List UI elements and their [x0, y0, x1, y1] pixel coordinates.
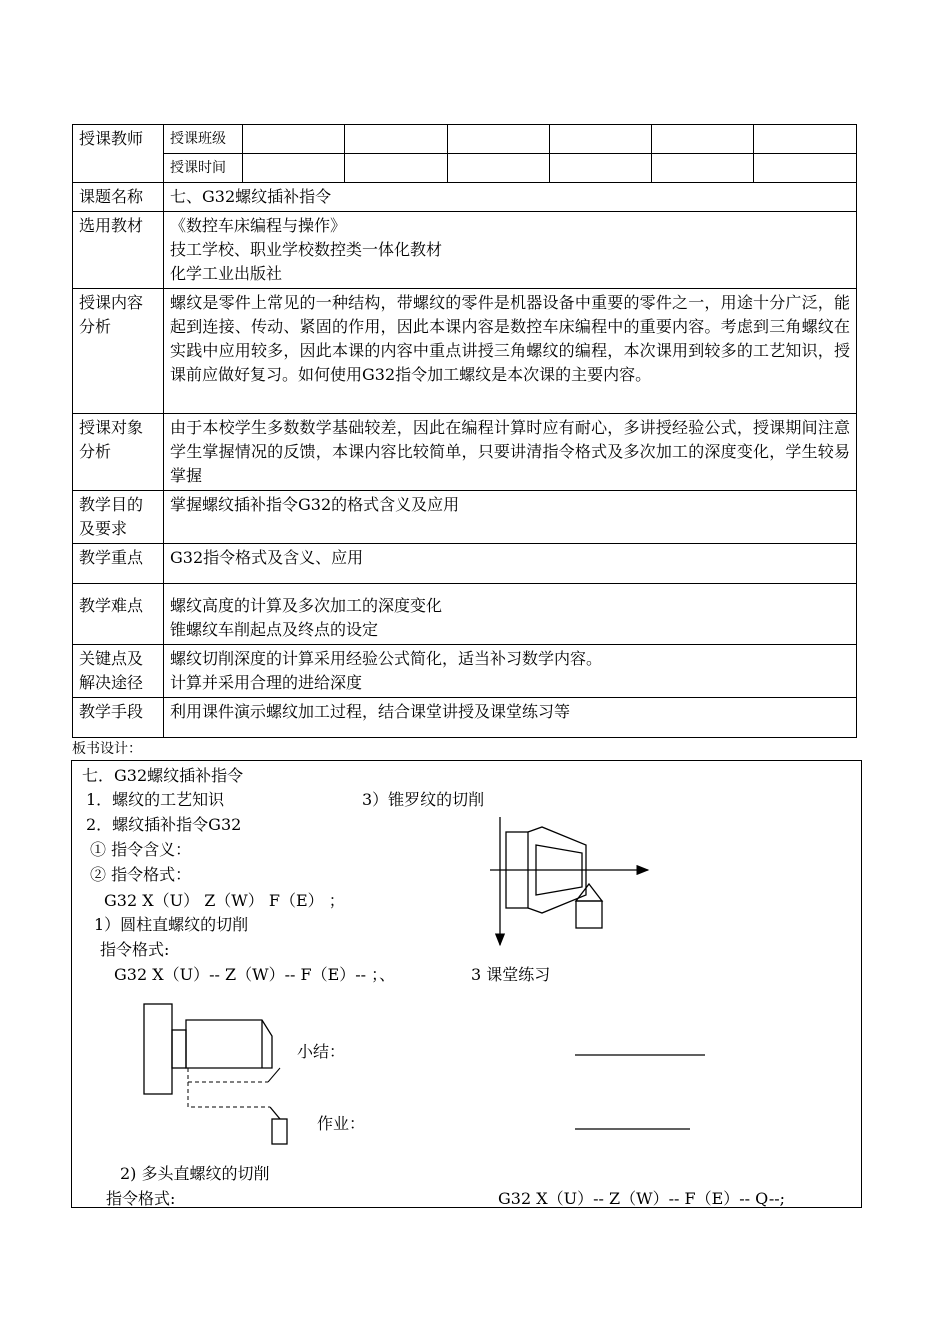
- board-format: ② 指令格式：: [90, 865, 192, 884]
- class-cell: [447, 125, 549, 154]
- means-value: 利用课件演示螺纹加工过程，结合课堂讲授及课堂练习等: [164, 698, 857, 738]
- time-cell: [652, 154, 754, 183]
- class-label: 授课班级: [164, 125, 243, 154]
- class-cell: [652, 125, 754, 154]
- difficulty-line: 锥螺纹车削起点及终点的设定: [170, 620, 379, 639]
- audience-label: 授课对象分析: [73, 414, 164, 491]
- time-cell: [447, 154, 549, 183]
- key-label: 关键点及解决途径: [73, 645, 164, 698]
- time-cell: [345, 154, 447, 183]
- topic-value: 七、G32螺纹插补指令: [164, 183, 857, 212]
- board-design-box: [71, 760, 862, 1208]
- board-design-label: 板书设计：: [72, 741, 142, 757]
- textbook-line: 技工学校、职业学校数控类一体化教材: [170, 240, 443, 259]
- focus-value: G32指令格式及含义、应用: [164, 544, 857, 584]
- textbook-label: 选用教材: [73, 212, 164, 289]
- board-sub1-format-label: 指令格式:: [100, 940, 170, 959]
- difficulty-value: [164, 584, 857, 645]
- topic-label: 课题名称: [73, 183, 164, 212]
- board-sub1-code: G32 X（U）-- Z（W）-- F（E）-- ；、: [114, 965, 396, 984]
- class-cell: [754, 125, 857, 154]
- goal-value: 掌握螺纹插补指令G32的格式含义及应用: [164, 491, 857, 544]
- board-item-2: 2．螺纹插补指令G32: [86, 815, 242, 834]
- textbook-line: 《数控车床编程与操作》: [170, 216, 347, 235]
- tool-path-start: [188, 1068, 268, 1082]
- key-line: 计算并采用合理的进给深度: [170, 673, 363, 692]
- key-value: [164, 645, 857, 698]
- straight-thread-diagram: [144, 996, 294, 1146]
- board-item-1: 1．螺纹的工艺知识: [86, 790, 225, 809]
- board-exercise: 3 课堂练习: [471, 965, 551, 984]
- tool-tip: [576, 884, 602, 901]
- tool-body: [576, 901, 602, 928]
- focus-label: 教学重点: [73, 544, 164, 584]
- content-value: 螺纹是零件上常见的一种结构，带螺纹的零件是机器设备中重要的零件之一，用途十分广泛，能起到连接、传动、紧固的作用，因此本课内容是数控车床编程中的重要内容。考虑到三角螺纹在实践中应用较多，因此本课的内容中重点讲授三角螺纹的编程，本次课用到较多的工艺知识，授课前应做好复习。如何使用G32指令加工螺纹是本次课的主要内容。: [164, 289, 857, 414]
- chuck-rect: [144, 1004, 172, 1094]
- key-line: 螺纹切削深度的计算采用经验公式简化，适当补习数学内容。: [170, 649, 603, 668]
- class-cell: [549, 125, 651, 154]
- class-cell: [345, 125, 447, 154]
- means-label: 教学手段: [73, 698, 164, 738]
- difficulty-label: 教学难点: [73, 584, 164, 645]
- board-item-3: 3）锥罗纹的切削: [362, 790, 485, 809]
- workpiece-outline: [186, 1020, 272, 1068]
- teacher-label: 授课教师: [73, 125, 164, 183]
- tool-tip-edge: [270, 1107, 280, 1119]
- time-cell: [549, 154, 651, 183]
- board-sub2-code: G32 X（U）-- Z（W）-- F（E）-- Q--;: [498, 1189, 786, 1208]
- chuck-jaw: [172, 1030, 186, 1068]
- time-label: 授课时间: [164, 154, 243, 183]
- time-cell: [754, 154, 857, 183]
- taper-thread-diagram: [490, 817, 660, 957]
- class-cell: [243, 125, 345, 154]
- tool-path-return: [188, 1082, 270, 1107]
- board-format-code: G32 X（U） Z（W） F（E） ；: [104, 891, 345, 910]
- difficulty-line: 螺纹高度的计算及多次加工的深度变化: [170, 596, 443, 615]
- lesson-plan-table: [72, 124, 857, 738]
- board-title: 七．G32螺纹插补指令: [82, 766, 244, 785]
- goal-label: 教学目的及要求: [73, 491, 164, 544]
- textbook-line: 化学工业出版社: [170, 264, 283, 283]
- time-cell: [243, 154, 345, 183]
- board-sub2-format-label: 指令格式:: [106, 1189, 176, 1208]
- tool-path-diagonal: [268, 1068, 280, 1082]
- audience-value: 由于本校学生多数数学基础较差，因此在编程计算时应有耐心，多讲授经验公式，授课期间注意学生掌握情况的反馈，本课内容比较简单，只要讲清指令格式及多次加工的深度变化，学生较易掌握: [164, 414, 857, 491]
- board-homework: 作业：: [317, 1114, 366, 1133]
- board-sub2: 2) 多头直螺纹的切削: [120, 1164, 270, 1183]
- board-meaning: ① 指令含义：: [90, 840, 192, 859]
- textbook-value: [164, 212, 857, 289]
- content-label: 授课内容分析: [73, 289, 164, 414]
- board-summary: 小结：: [297, 1042, 346, 1061]
- board-sub1: 1）圆柱直螺纹的切削: [94, 915, 249, 934]
- tool-body: [272, 1119, 287, 1144]
